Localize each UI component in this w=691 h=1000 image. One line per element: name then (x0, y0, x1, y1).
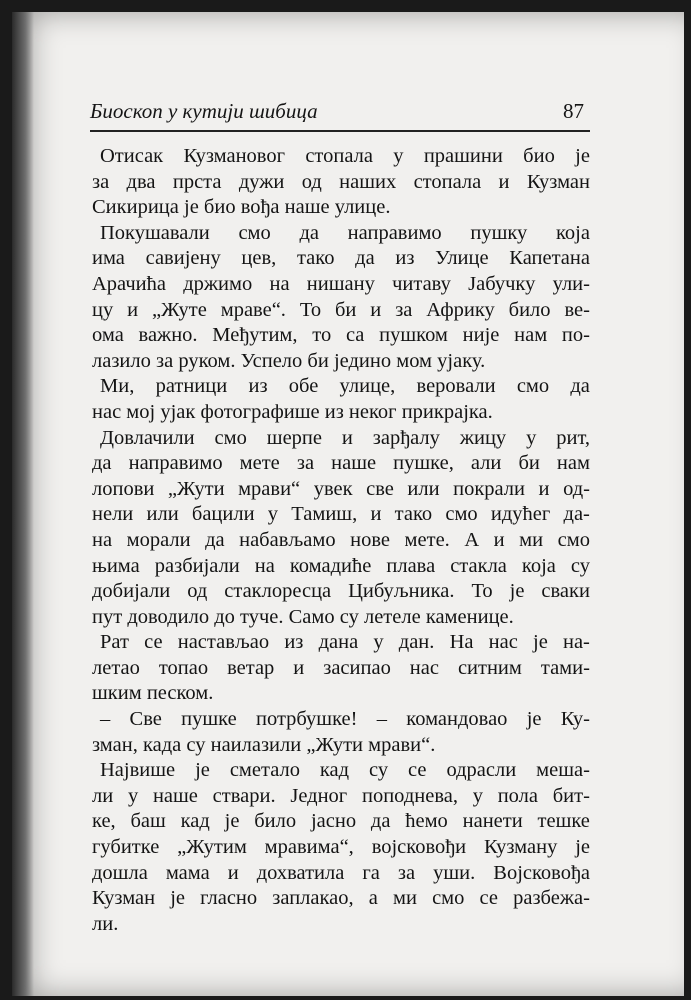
word: улице. (334, 196, 391, 219)
word: да (370, 810, 391, 833)
text-line (92, 451, 590, 477)
word: пушке (181, 708, 237, 731)
text-line (92, 170, 590, 196)
word: из (248, 375, 268, 398)
word: има (92, 247, 125, 270)
text-line (92, 835, 590, 861)
word: морали (126, 528, 191, 551)
word: Африку (426, 298, 495, 321)
word: „Жуте (152, 298, 207, 321)
text-line (92, 758, 590, 784)
word: војсковођи (371, 836, 467, 859)
word: Највише (100, 759, 176, 782)
word: би (334, 298, 357, 321)
word: било (254, 810, 297, 833)
word: од (187, 580, 208, 603)
word: нишану (306, 272, 375, 295)
text-line (92, 656, 590, 682)
word: на (92, 528, 113, 551)
word: су (339, 605, 364, 628)
word: кад (319, 759, 350, 782)
word: су (186, 733, 211, 756)
word: мете (239, 452, 280, 475)
word: ујаку. (437, 349, 486, 372)
word: пола (497, 784, 538, 807)
word: ли. (92, 912, 119, 935)
word: – (376, 708, 388, 731)
word: Ми, (100, 375, 135, 398)
text-line (92, 298, 590, 324)
word: разбијали (154, 554, 240, 577)
word: и (493, 528, 505, 551)
text-line (92, 477, 590, 503)
word: било (508, 298, 551, 321)
word: Довлачили (100, 426, 195, 449)
text-line (92, 809, 590, 835)
word: да- (563, 503, 590, 526)
text-line (92, 374, 590, 400)
text-line (92, 221, 590, 247)
word: држимо (183, 272, 253, 295)
word: да (570, 375, 590, 398)
word: да (355, 247, 375, 270)
word: Јабучку (468, 272, 536, 295)
word: пут (92, 605, 128, 628)
word: за (395, 298, 413, 321)
word: стаклоресца (224, 580, 332, 603)
word: Војсковођа (493, 861, 590, 884)
word: зарђалу (372, 426, 440, 449)
word: нанети (462, 810, 523, 833)
text-line (92, 195, 590, 221)
word: летао (92, 656, 140, 679)
word: је (184, 196, 204, 219)
word: мрави“ (238, 477, 301, 500)
word: да (299, 221, 319, 244)
running-header (90, 94, 590, 132)
word: „Жутим (177, 836, 247, 859)
word: пушке, (393, 452, 454, 475)
word: плава (386, 554, 436, 577)
word: је (533, 631, 548, 654)
word: њима (92, 554, 140, 577)
word: Отисак (100, 145, 164, 167)
word: је (575, 145, 590, 167)
word: заплакао, (272, 887, 354, 910)
word: два (126, 170, 156, 193)
word: мравима“, (264, 836, 354, 859)
text-line (92, 733, 590, 759)
word: у (472, 784, 483, 807)
word: руком. (178, 349, 241, 372)
running-title: Биоскоп у кутији шибица (90, 99, 318, 123)
word: А (464, 528, 480, 551)
word: би (307, 349, 334, 372)
word: мој (126, 400, 161, 423)
word: ветар (227, 656, 275, 679)
word: пушком (379, 324, 448, 347)
word: Сикирица (92, 196, 184, 219)
word: је (224, 810, 240, 833)
word: сметало (229, 759, 300, 782)
word: прста (172, 170, 222, 193)
word: мете. (404, 528, 450, 551)
word: лазило (92, 349, 157, 372)
text-line (92, 528, 590, 554)
text-line (92, 400, 590, 426)
word: то (312, 324, 332, 347)
word: се (479, 887, 498, 910)
word: и (370, 298, 382, 321)
word: направимо (128, 452, 223, 475)
word: из (324, 400, 349, 423)
word: али (470, 452, 502, 475)
word: шким (92, 682, 147, 705)
word: неког (348, 400, 402, 423)
word: јасно (310, 810, 357, 833)
word: ве- (564, 298, 590, 321)
word: која (521, 554, 556, 577)
word: уши. (433, 861, 476, 884)
word: и (127, 298, 139, 321)
word: прикрајка. (401, 400, 493, 423)
word: рит, (556, 426, 590, 449)
word: и (293, 656, 305, 679)
word: кад (180, 810, 210, 833)
word: разбежа- (513, 887, 590, 910)
word: која (555, 221, 590, 244)
word: Покушавали (100, 221, 210, 244)
text-line (92, 605, 590, 631)
word: настављао (177, 631, 270, 654)
word: Успело (240, 349, 308, 372)
word: мама (165, 861, 210, 884)
word: Кузману (483, 836, 558, 859)
word: На (449, 631, 474, 654)
word: набављамо (239, 528, 336, 551)
word: добијали (92, 580, 171, 603)
word: и (538, 477, 550, 500)
word: лопови (92, 477, 155, 500)
word: – (100, 708, 111, 731)
word: су (570, 554, 590, 577)
word: био (203, 196, 241, 219)
word: за (296, 452, 315, 475)
word: Међутим, (212, 324, 298, 347)
word: нам (514, 324, 548, 347)
word: Улице (435, 247, 489, 270)
word: поподнева, (361, 784, 458, 807)
word: се (144, 631, 163, 654)
word: дан. (398, 631, 435, 654)
text-line (92, 681, 590, 707)
word: дошла (92, 861, 148, 884)
text-line (92, 784, 590, 810)
text-line (92, 861, 590, 887)
word: у (393, 145, 404, 167)
word: наше (152, 784, 198, 807)
word: за (397, 861, 416, 884)
word: обе (288, 375, 319, 398)
word: ствари. (212, 784, 276, 807)
text-line (92, 323, 590, 349)
word: То (471, 580, 493, 603)
word: нове (350, 528, 391, 551)
text-line (92, 246, 590, 272)
word: је (575, 836, 590, 859)
word: од- (563, 477, 590, 500)
word: гласно (200, 887, 258, 910)
word: до (214, 605, 241, 628)
word: ми (393, 887, 417, 910)
text-line (92, 886, 590, 912)
word: да (205, 528, 225, 551)
word: за (156, 349, 179, 372)
word: засипао (323, 656, 391, 679)
word: То (299, 298, 322, 321)
word: и (498, 170, 510, 193)
word: Рат (100, 631, 129, 654)
book-page (12, 12, 684, 996)
word: за (92, 170, 110, 193)
word: стопала (413, 170, 482, 193)
word: наилазили (210, 733, 307, 756)
text-line (92, 144, 590, 170)
word: баш (130, 810, 166, 833)
word: важно. (138, 324, 198, 347)
word: веровали (416, 375, 496, 398)
word: нели (92, 503, 134, 526)
word: командовао (406, 708, 508, 731)
word: увек (313, 477, 353, 500)
word: савијену (145, 247, 221, 270)
word: и (370, 503, 382, 526)
word: читаву (392, 272, 451, 295)
word: да (92, 452, 112, 475)
word: дана (318, 631, 359, 654)
word: смо (214, 426, 247, 449)
text-line (92, 426, 590, 452)
word: смо (516, 375, 550, 398)
word: када (142, 733, 187, 756)
word: ли (92, 784, 114, 807)
word: бит- (552, 784, 590, 807)
word: дужи (238, 170, 285, 193)
word: ситним (457, 656, 522, 679)
word: покрали (453, 477, 526, 500)
text-line (92, 502, 590, 528)
word: улице, (339, 375, 396, 398)
word: је (195, 759, 210, 782)
word: пушку (470, 221, 528, 244)
word: Тамиш, (291, 503, 358, 526)
word: а (368, 887, 378, 910)
word: песком. (146, 682, 214, 705)
word: на- (562, 631, 590, 654)
word: доводило (127, 605, 215, 628)
word: из (395, 247, 415, 270)
word: наше (284, 196, 335, 219)
word: ратници (155, 375, 228, 398)
word: нам (556, 452, 590, 475)
word: га (362, 861, 380, 884)
word: Кузман (92, 887, 156, 910)
word: из (284, 631, 304, 654)
word: каменице. (425, 605, 514, 628)
word: Кузмановог (183, 145, 286, 167)
word: Једног (290, 784, 348, 807)
word: тами- (540, 656, 590, 679)
word: ми (519, 528, 544, 551)
word: потрбушке! (256, 708, 358, 731)
word: су (369, 759, 389, 782)
word: сваки (541, 580, 590, 603)
word: по- (561, 324, 590, 347)
word: летеле (363, 605, 426, 628)
text-line (92, 630, 590, 656)
word: Кузман (526, 170, 590, 193)
word: би (518, 452, 540, 475)
word: ујак (160, 400, 201, 423)
text-line (92, 554, 590, 580)
word: прашини (423, 145, 503, 167)
text-line (92, 707, 590, 733)
word: идућег (490, 503, 551, 526)
text-line (92, 579, 590, 605)
word: тако (296, 247, 335, 270)
word: Ку- (560, 708, 590, 731)
word: смо (238, 221, 271, 244)
word: шерпе (266, 426, 322, 449)
word: у (267, 503, 279, 526)
word: био (523, 145, 555, 167)
word: или (407, 477, 440, 500)
word: комадиће (289, 554, 372, 577)
word: цев, (241, 247, 277, 270)
word: тешке (537, 810, 590, 833)
word: једино (333, 349, 397, 372)
word: дохватила (256, 861, 345, 884)
word: Само (288, 605, 340, 628)
word: одрасли (446, 759, 517, 782)
word: или (146, 503, 179, 526)
word: наше (331, 452, 377, 475)
word: вођа (240, 196, 285, 219)
text-line (92, 349, 590, 375)
word: се (408, 759, 427, 782)
word: стопала (305, 145, 373, 167)
word: топао (158, 656, 209, 679)
word: бацили (191, 503, 255, 526)
word: меша- (536, 759, 590, 782)
word: ули- (552, 272, 590, 295)
word: направимо (347, 221, 442, 244)
word: туче. (240, 605, 289, 628)
page-body-text (92, 144, 590, 937)
word: је (170, 887, 186, 910)
word: мрави“. (368, 733, 436, 756)
text-line (92, 912, 590, 938)
word: зман, (92, 733, 143, 756)
word: нас (92, 400, 127, 423)
word: тако (394, 503, 433, 526)
word: мраве“. (220, 298, 286, 321)
word: „Жути (306, 733, 369, 756)
word: у (526, 426, 537, 449)
word: мом (396, 349, 438, 372)
word: смо (445, 503, 478, 526)
word: Све (129, 708, 162, 731)
word: нас (409, 656, 439, 679)
word: са (345, 324, 365, 347)
word: у (373, 631, 384, 654)
word: Арачића (92, 272, 166, 295)
word: смо (432, 887, 465, 910)
word: ке, (92, 810, 116, 833)
word: у (127, 784, 139, 807)
word: је (526, 708, 542, 731)
word: наших (339, 170, 397, 193)
word: на (254, 554, 275, 577)
word: жицу (459, 426, 507, 449)
word: Капетана (509, 247, 590, 270)
word: стакла (450, 554, 507, 577)
text-line (92, 272, 590, 298)
word: и (227, 861, 239, 884)
word: од (301, 170, 322, 193)
word: нас (488, 631, 518, 654)
word: смо (557, 528, 590, 551)
book-spine-shadow (12, 12, 34, 996)
word: и (341, 426, 353, 449)
word: је (509, 580, 525, 603)
word: ома (92, 324, 124, 347)
word: „Жути (167, 477, 225, 500)
word: на (269, 272, 290, 295)
page-number: 87 (563, 99, 584, 123)
word: фотографише (200, 400, 325, 423)
word: ћемо (405, 810, 448, 833)
word: губитке (92, 836, 160, 859)
word: цу (92, 298, 114, 321)
word: Цибуљника. (348, 580, 455, 603)
word: све (366, 477, 394, 500)
word: није (462, 324, 500, 347)
